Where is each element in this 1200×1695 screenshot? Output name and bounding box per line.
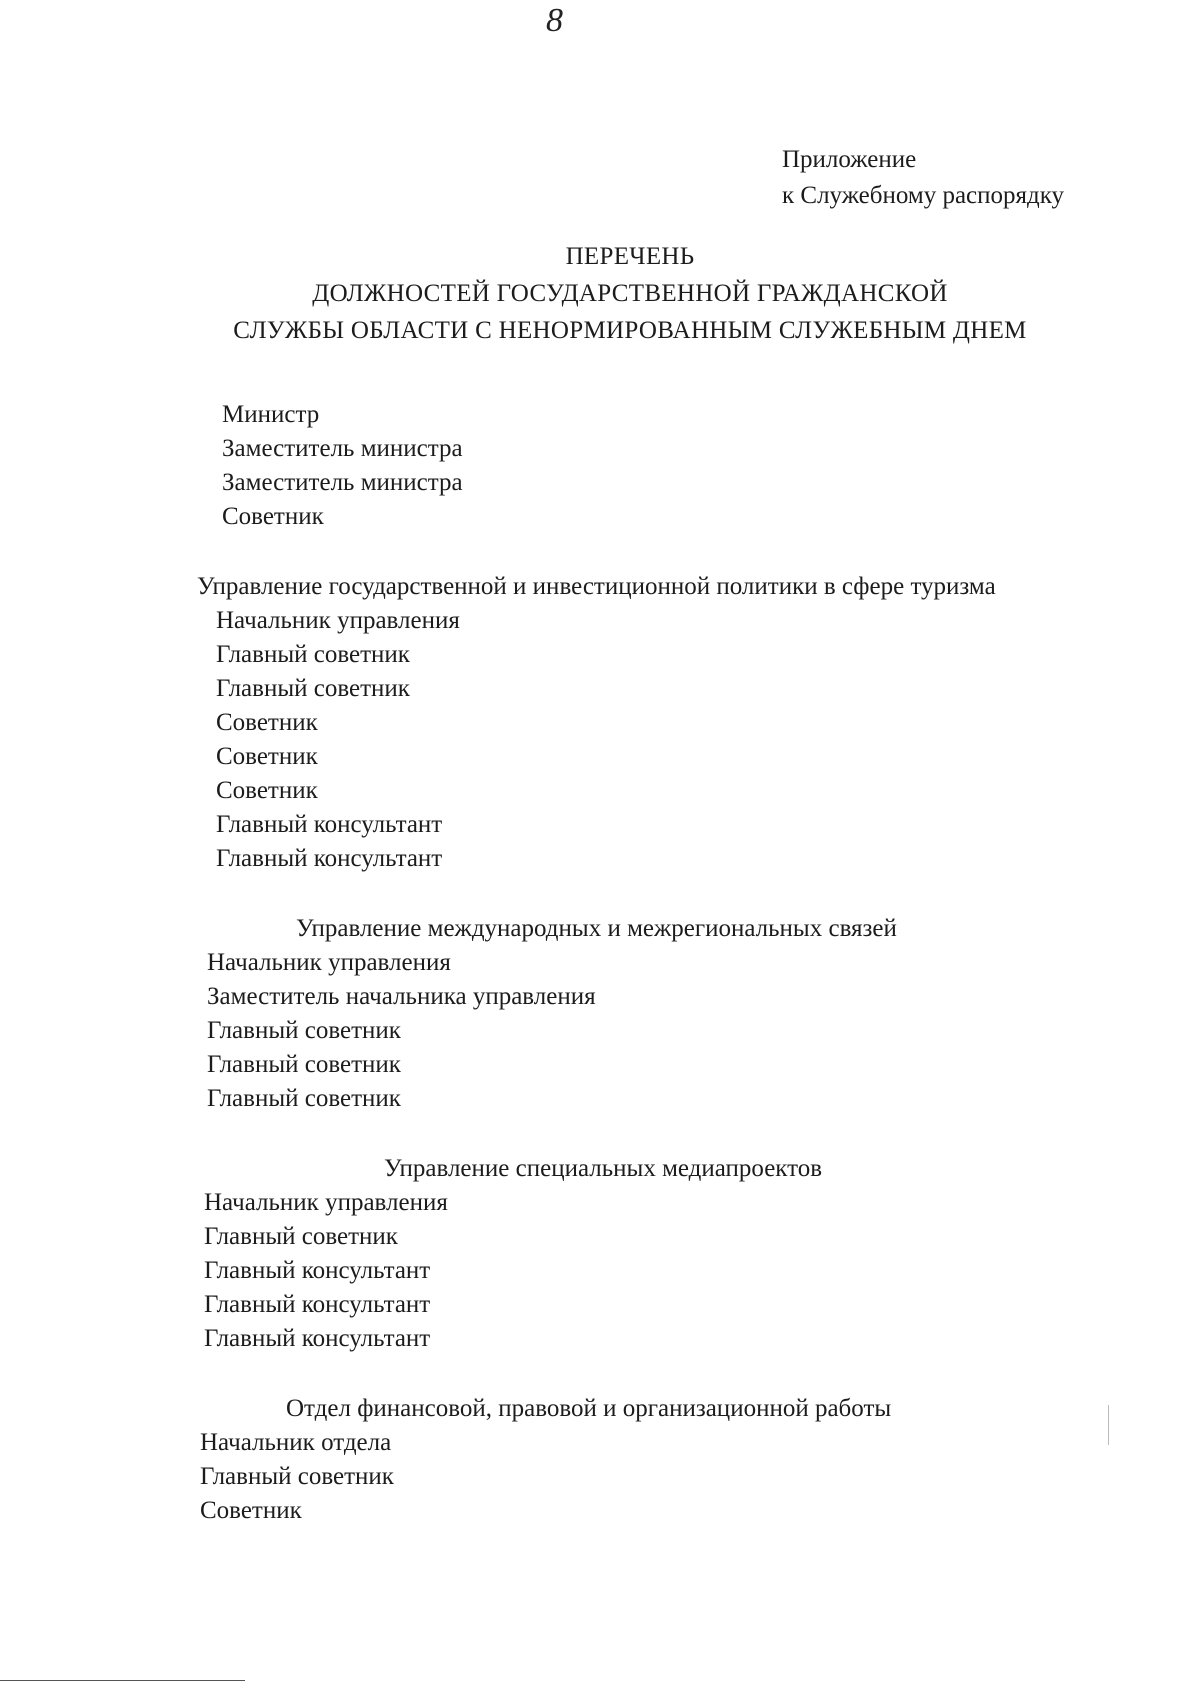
position-item: Главный советник: [207, 1051, 401, 1078]
position-item: Советник: [200, 1497, 302, 1524]
position-item: Главный консультант: [204, 1325, 431, 1352]
position-item: Главный советник: [216, 675, 410, 702]
position-item: Заместитель министра: [222, 469, 463, 496]
title-line-2: ДОЛЖНОСТЕЙ ГОСУДАРСТВЕННОЙ ГРАЖДАНСКОЙ: [312, 280, 948, 307]
position-item: Главный консультант: [204, 1291, 431, 1318]
position-item: Главный консультант: [216, 811, 443, 838]
appendix-note: [782, 142, 1064, 214]
positions-list: [0, 398, 1200, 1564]
footer-rule: [0, 1680, 245, 1681]
position-item: Советник: [222, 503, 324, 530]
section-0: [0, 398, 1200, 534]
title-line-1: ПЕРЕЧЕНЬ: [565, 243, 695, 270]
section-4: [0, 1392, 1200, 1528]
position-item: Главный советник: [216, 641, 410, 668]
position-item: Начальник управления: [204, 1189, 448, 1216]
position-list: [204, 1186, 1200, 1356]
section-heading: Управление специальных медиапроектов: [384, 1155, 823, 1182]
position-list: [200, 1426, 1200, 1528]
document-title: [180, 238, 1080, 349]
position-item: Советник: [216, 743, 318, 770]
position-list: [216, 604, 1200, 876]
position-item: Советник: [216, 709, 318, 736]
section-1: [0, 570, 1200, 876]
position-item: Главный советник: [207, 1017, 401, 1044]
position-item: Начальник управления: [216, 607, 460, 634]
position-list: [207, 946, 1200, 1116]
section-heading: Отдел финансовой, правовой и организационной работы: [286, 1395, 892, 1422]
title-line-3: СЛУЖБЫ ОБЛАСТИ С НЕНОРМИРОВАННЫМ СЛУЖЕБНЫМ ДНЕМ: [233, 317, 1027, 344]
position-item: Начальник отдела: [200, 1429, 392, 1456]
section-3: [0, 1152, 1200, 1356]
position-list: [222, 398, 1200, 534]
section-heading: Управление международных и межрегиональных связей: [296, 915, 897, 942]
appendix-line-2: к Служебному распорядку: [782, 182, 1065, 209]
position-item: Советник: [216, 777, 318, 804]
position-item: Заместитель министра: [222, 435, 463, 462]
handwritten-page-number: 8: [546, 2, 563, 39]
section-2: [0, 912, 1200, 1116]
position-item: Министр: [222, 401, 320, 428]
position-item: Главный консультант: [204, 1257, 431, 1284]
appendix-line-1: Приложение: [782, 146, 917, 173]
position-item: Главный советник: [207, 1085, 401, 1112]
position-item: Главный консультант: [216, 845, 443, 872]
position-item: Заместитель начальника управления: [207, 983, 596, 1010]
position-item: Главный советник: [200, 1463, 394, 1490]
position-item: Начальник управления: [207, 949, 451, 976]
section-heading: Управление государственной и инвестиционной политики в сфере туризма: [197, 573, 996, 600]
scan-edge-mark: [1108, 1405, 1109, 1445]
position-item: Главный советник: [204, 1223, 398, 1250]
